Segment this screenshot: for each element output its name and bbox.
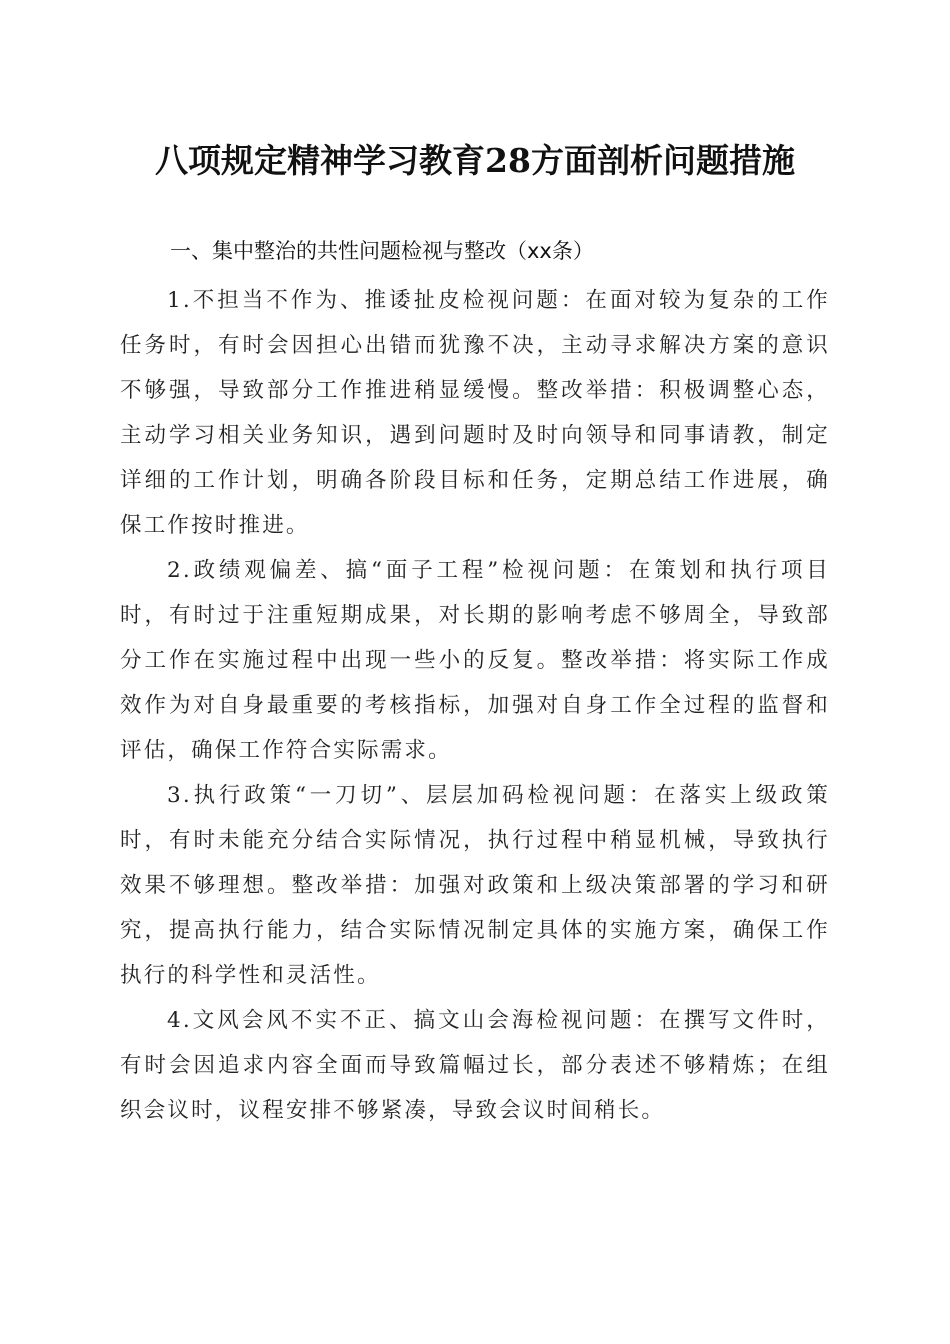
document-body <box>120 278 830 1133</box>
section-heading: 一、集中整治的共性问题检视与整改（xx条） <box>170 239 594 263</box>
paragraph-4: 4.文风会风不实不正、搞文山会海检视问题：在撰写文件时，有时会因追求内容全面而导致篇幅过长，部分表述不够精炼；在组织会议时，议程安排不够紧凑，导致会议时间稍长。 <box>120 1008 830 1123</box>
paragraph-3: 3.执行政策“一刀切”、层层加码检视问题：在落实上级政策时，有时未能充分结合实际情况，执行过程中稍显机械，导致执行效果不够理想。整改举措：加强对政策和上级决策部署的学习和研究，提高执行能力，结合实际情况制定具体的实施方案，确保工作执行的科学性和灵活性。 <box>120 783 830 988</box>
paragraph-1: 1.不担当不作为、推诿扯皮检视问题：在面对较为复杂的工作任务时，有时会因担心出错而犹豫不决，主动寻求解决方案的意识不够强，导致部分工作推进稍显缓慢。整改举措：积极调整心态，主动学习相关业务知识，遇到问题时及时向领导和同事请教，制定详细的工作计划，明确各阶段目标和任务，定期总结工作进展，确保工作按时推进。 <box>120 288 830 538</box>
document-title: 八项规定精神学习教育28方面剖析问题措施 <box>155 141 795 180</box>
paragraph-2: 2.政绩观偏差、搞“面子工程”检视问题：在策划和执行项目时，有时过于注重短期成果，对长期的影响考虑不够周全，导致部分工作在实施过程中出现一些小的反复。整改举措：将实际工作成效作为对自身最重要的考核指标，加强对自身工作全过程的监督和评估，确保工作符合实际需求。 <box>120 558 830 763</box>
